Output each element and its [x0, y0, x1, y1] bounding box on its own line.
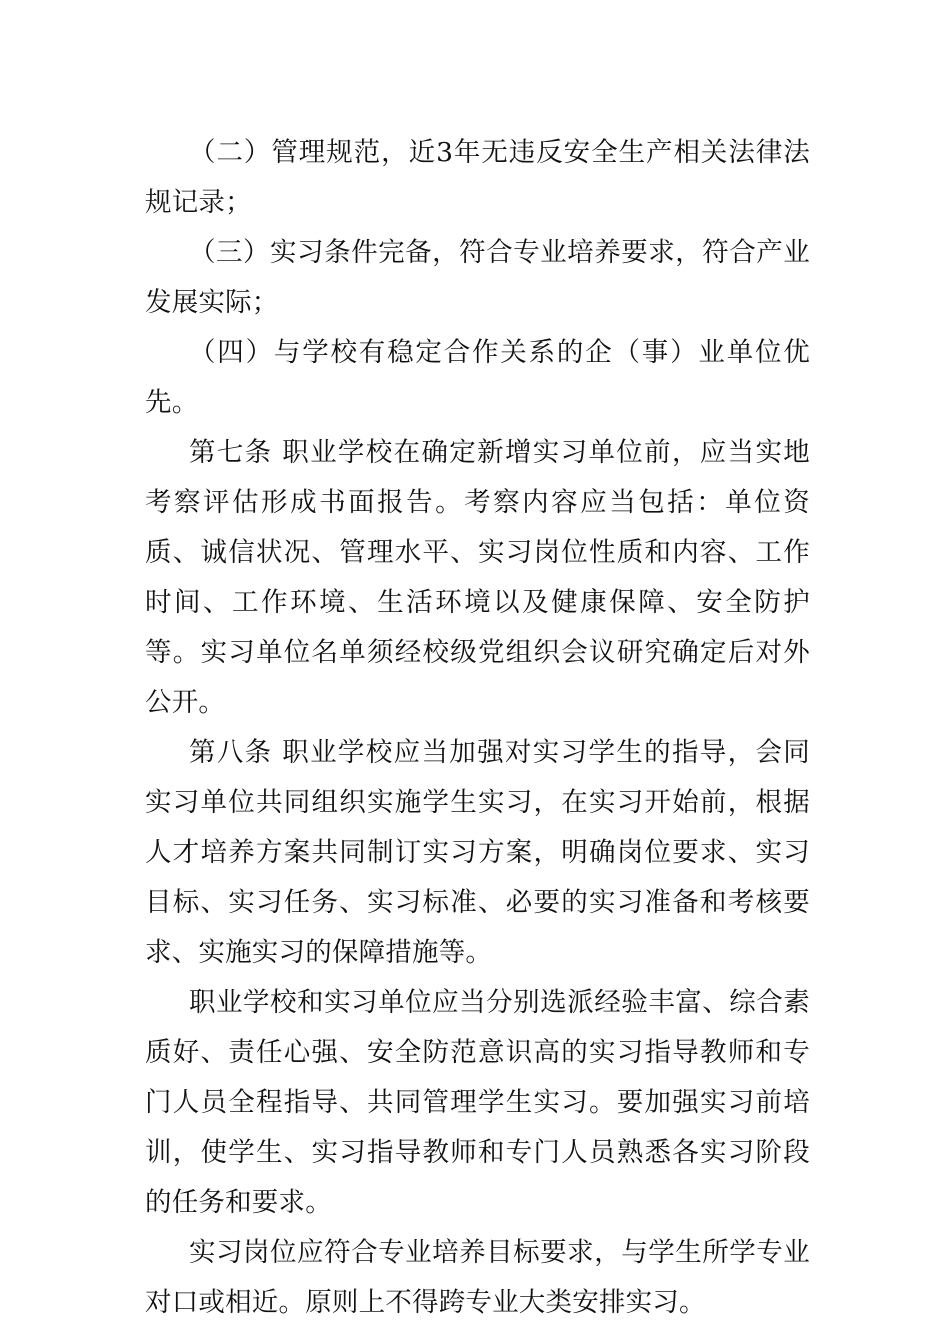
paragraph-item-2-management: （二）管理规范，近3年无违反安全生产相关法律法规记录；: [145, 137, 810, 218]
document-body: [145, 128, 810, 1328]
paragraph-article-7: 第七条 职业学校在确定新增实习单位前，应当实地考察评估形成书面报告。考察内容应当包括：单位资质、诚信状况、管理水平、实习岗位性质和内容、工作时间、工作环境、生活环境以及健康保障、安全防护等。实习单位名单须经校级党组织会议研究确定后对外公开。: [145, 437, 810, 718]
paragraph-item-4-cooperation: （四）与学校有稳定合作关系的企（事）业单位优先。: [145, 337, 810, 418]
paragraph-instructors: 职业学校和实习单位应当分别选派经验丰富、综合素质好、责任心强、安全防范意识高的实习指导教师和专门人员全程指导、共同管理学生实习。要加强实习前培训，使学生、实习指导教师和专门人员熟悉各实习阶段的任务和要求。: [145, 987, 810, 1218]
paragraph-article-8: 第八条 职业学校应当加强对实习学生的指导，会同实习单位共同组织实施学生实习，在实习开始前，根据人才培养方案共同制订实习方案，明确岗位要求、实习目标、实习任务、实习标准、必要的实习准备和考核要求、实施实习的保障措施等。: [145, 737, 810, 968]
paragraph-positions: 实习岗位应符合专业培养目标要求，与学生所学专业对口或相近。原则上不得跨专业大类安排实习。: [145, 1237, 810, 1318]
paragraph-item-3-conditions: （三）实习条件完备，符合专业培养要求，符合产业发展实际；: [145, 237, 810, 318]
